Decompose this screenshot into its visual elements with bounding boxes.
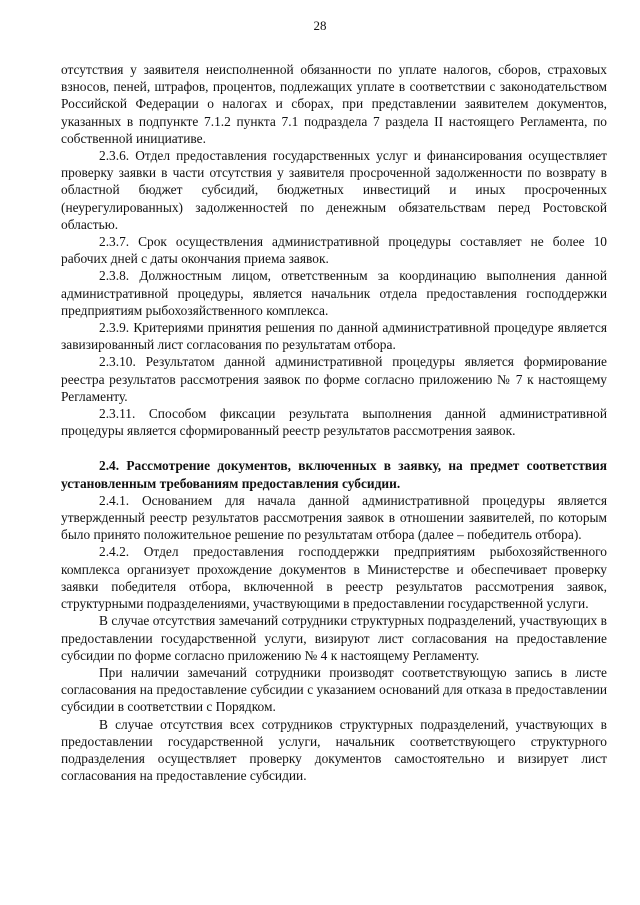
page-number: 28 [313, 18, 327, 33]
document-body [61, 61, 607, 784]
paragraph-2-3-11: 2.3.11. Способом фиксации результата выполнения данной административной процедуры является сформированный реестр результатов рассмотрения заявок. [61, 406, 607, 439]
paragraph-2-3-6: 2.3.6. Отдел предоставления государственных услуг и финансирования осуществляет проверку заявки в части отсутствия у заявителя просроченной задолженности по возврату в областной бюджет субсидий, бюджетных инвестиций и иных просроченных (неурегулированных) задолженностей по денежным обязательствам перед Ростовской областью. [61, 148, 607, 232]
paragraph-no-remarks: В случае отсутствия замечаний сотрудники структурных подразделений, участвующих в предоставлении государственной услуги, визируют лист согласования на предоставление субсидии по форме согласно приложению № 4 к настоящему Регламенту. [61, 613, 607, 663]
section-heading-2-4: 2.4. Рассмотрение документов, включенных в заявку, на предмет соответствия установленным требованиям предоставления субсидии. [61, 458, 607, 491]
paragraph-2-4-2: 2.4.2. Отдел предоставления господдержки предприятиям рыбохозяйственного комплекса организует прохождение документов в Министерстве и обеспечивает проверку заявки победителя отбора, включенной в реестр результатов рассмотрения заявок, структурными подразделениями, участвующими в предоставлении государственной услуги. [61, 544, 607, 612]
paragraph-2-3-8: 2.3.8. Должностным лицом, ответственным за координацию выполнения данной административной процедуры, является начальник отдела предоставления господдержки предприятиям рыбохозяйственного комплекса. [61, 268, 607, 318]
paragraph-continuation: отсутствия у заявителя неисполненной обязанности по уплате налогов, сборов, страховых взносов, пеней, штрафов, процентов, подлежащих уплате в соответствии с законодательством Российской Федерации о налогах и сборах, при представлении заявителем документов, указанных в подпункте 7.1.2 пункта 7.1 подраздела 7 раздела II настоящего Регламента, по собственной инициативе. [61, 62, 607, 146]
paragraph-2-3-10: 2.3.10. Результатом данной административной процедуры является формирование реестра результатов рассмотрения заявок по форме согласно приложению № 7 к настоящему Регламенту. [61, 354, 607, 404]
paragraph-remarks: При наличии замечаний сотрудники производят соответствующую запись в листе согласования на предоставление субсидии с указанием оснований для отказа в предоставлении субсидии в соответствии с Порядком. [61, 664, 607, 715]
paragraph-absence-of-all-staff: В случае отсутствия всех сотрудников структурных подразделений, участвующих в предоставлении государственной услуги, начальник соответствующего структурного подразделения осуществляет проверку документов самостоятельно и визирует лист согласования на предоставление субсидии. [61, 716, 607, 784]
paragraph-2-3-7: 2.3.7. Срок осуществления административной процедуры составляет не более 10 рабочих дней с даты окончания приема заявок. [61, 234, 607, 267]
paragraph-2-4-1: 2.4.1. Основанием для начала данной административной процедуры является утвержденный реестр результатов рассмотрения заявок в отношении заявителей, по которым было принято положительное решение по результатам отбора (далее – победитель отбора). [61, 492, 607, 543]
paragraph-2-3-9: 2.3.9. Критериями принятия решения по данной административной процедуре является завизированный лист согласования по результатам отбора. [61, 320, 607, 353]
